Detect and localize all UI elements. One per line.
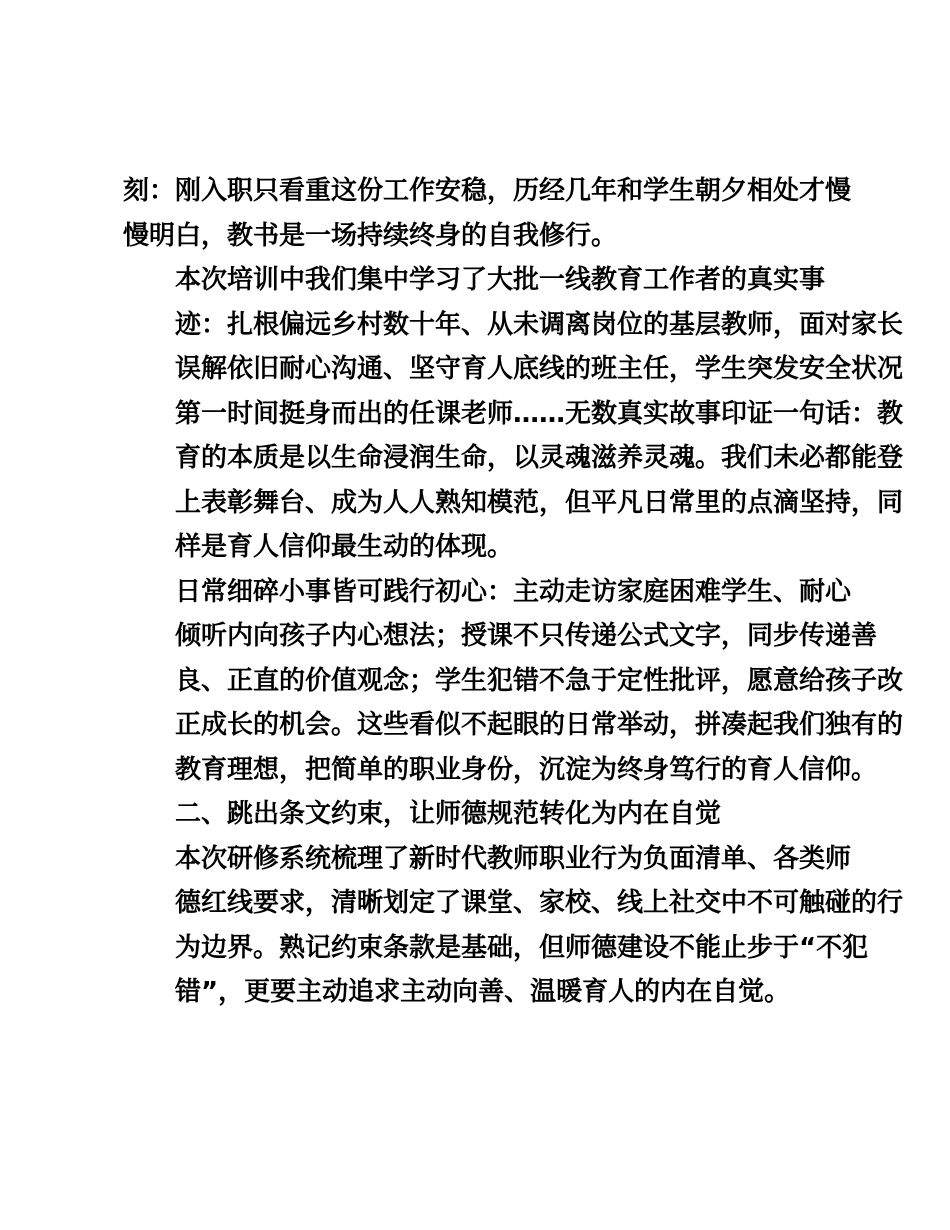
text-line: 错”，更要主动追求主动向善、温暖育人的内在自觉。 bbox=[175, 977, 791, 1007]
text-line: 育的本质是以生命浸润生命，以灵魂滋养灵魂。我们未必都能登 bbox=[175, 443, 904, 473]
text-line: 迹：扎根偏远乡村数十年、从未调离岗位的基层教师，面对家长 bbox=[175, 309, 904, 340]
paragraph-daily-practice bbox=[123, 570, 904, 793]
heading-line: 二、跳出条文约束，让师德规范转化为内在自觉 bbox=[175, 799, 722, 829]
text-line: 倾听内向孩子内心想法；授课不只传递公式文字，同步传递善 bbox=[175, 621, 878, 651]
text-line: 上表彰舞台、成为人人熟知模范，但平凡日常里的点滴坚持，同 bbox=[175, 487, 904, 518]
paragraph-continuation bbox=[123, 169, 852, 258]
text-line: 为边界。熟记约束条款是基础，但师德建设不能止步于“不犯 bbox=[175, 932, 869, 963]
text-line: 德红线要求，清晰划定了课堂、家校、线上社交中不可触碰的行 bbox=[175, 888, 904, 918]
section-heading bbox=[123, 792, 823, 837]
text-line: 误解依旧耐心沟通、坚守育人底线的班主任，学生突发安全状况 bbox=[175, 354, 904, 384]
document-body bbox=[123, 169, 904, 1015]
text-line: 本次研修系统梳理了新时代教师职业行为负面清单、各类师 bbox=[175, 843, 852, 874]
text-line: 慢明白，教书是一场持续终身的自我修行。 bbox=[123, 220, 618, 251]
text-line: 正成长的机会。这些看似不起眼的日常举动，拼凑起我们独有的 bbox=[175, 710, 904, 740]
text-line: 良、正直的价值观念；学生犯错不急于定性批评，愿意给孩子改 bbox=[175, 665, 904, 696]
text-line: 教育理想，把简单的职业身份，沉淀为终身笃行的育人信仰。 bbox=[175, 754, 878, 785]
text-line: 日常细碎小事皆可践行初心：主动走访家庭困难学生、耐心 bbox=[175, 576, 852, 607]
paragraph-ethics-norms bbox=[123, 837, 904, 1015]
text-line: 本次培训中我们集中学习了大批一线教育工作者的真实事 bbox=[175, 265, 826, 295]
text-line: 刻：刚入职只看重这份工作安稳，历经几年和学生朝夕相处才慢 bbox=[123, 176, 852, 206]
text-line: 第一时间挺身而出的任课老师……无数真实故事印证一句话：教 bbox=[175, 398, 904, 429]
text-line: 样是育人信仰最生动的体现。 bbox=[175, 532, 514, 562]
paragraph-training-stories bbox=[123, 258, 904, 570]
